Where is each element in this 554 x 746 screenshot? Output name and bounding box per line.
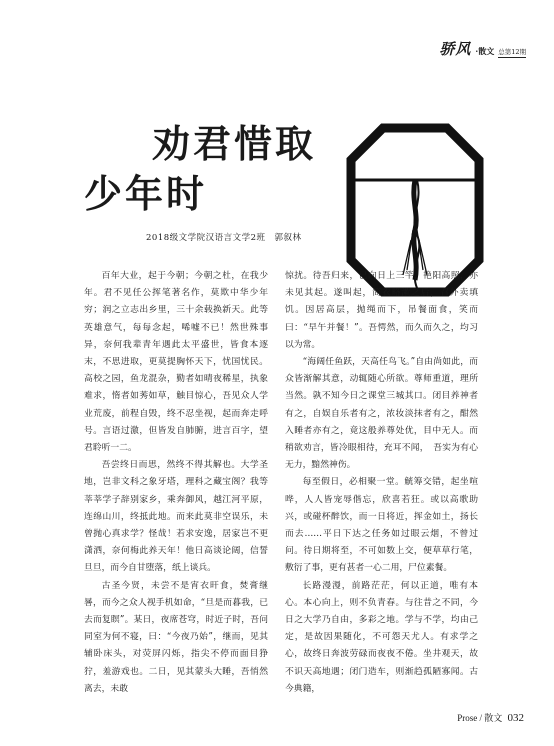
page-footer bbox=[457, 711, 524, 724]
section-label: ·散文 bbox=[475, 46, 495, 56]
paragraph: 吾尝终日而思，然终不得其解也。大学圣地，岂非文科之象牙塔，理科之藏宝阁？我等莘莘学子辞别家乡，乘奔御风，越江河平原，连绵山川，终抵此地。而来此莫非空误乐，未曾抛心真求学？怪哉！若求安逸，居家岂不更潇洒，奈何梅此养天年！他日高谈论阔，信誓旦旦，而今自甘堕落，纸上谈兵。 bbox=[84, 460, 268, 574]
body-column-right bbox=[285, 268, 478, 698]
page-header bbox=[439, 38, 526, 59]
article-title-line-2: 少年时 bbox=[84, 172, 208, 216]
footer-section-label: Prose / 散文 bbox=[457, 713, 503, 723]
paragraph: 古圣今贤，未尝不是宵衣旰食，焚膏继晷，而今之众人视手机如命，“旦是而暮我，已去而复瞑”。某日，夜席苍穹，时近子时，吾问同室为何不寝，曰：“今夜乃始”，继而，见其辅卧床头，对荧屏闪烁，指尖不停而面目狰狞，羞游戏也。二日，见其蒙头大睡，吾悄然离去，未敢 bbox=[84, 580, 268, 694]
body-column-left bbox=[84, 268, 268, 698]
magazine-brand: 骄风 bbox=[439, 40, 472, 58]
paragraph: 每至假日，必相聚一堂。觥筹交错，起坐喧哗，人人皆宠辱偕忘，欣喜若狂。或以高歌助兴，或碰杯醉饮，而一日将近，挥金如土，扬长而去……平日下达之任务如过眼云烟，不曾过问。待日期将至，不可如数上交，便草草行笔，敷衍了事，更有甚者一心二用，尸位素餐。 bbox=[285, 477, 478, 574]
article-title-line-1: 劝君惜取 bbox=[152, 122, 317, 166]
paragraph-continued: 惊扰。待吾归来，已向日上三竿，艳阳高照，亦未见其起。遂叫起，简衣略漱之后，召外卖填饥。因居高层，抛绳而下，吊餐面食，笑而曰：“早午并餐！”。吾愕然，而久而久之，均习以为常。 bbox=[285, 271, 478, 350]
paragraph: 长路漫漫，前路茫茫，何以正道，唯有本心。本心向上，则不负青春。与往昔之不同，今日之大学乃自由，多彩之地。学与不学，均由己定，是故因果随化，不可怨天尤人。有求学之心，故终日奔波劳碌而夜夜不倦。坐井观天，故不识天高地遇；闭门造车，则渐趋孤陋寡闻。古今典籍， bbox=[285, 580, 478, 694]
paragraph: “海阔任鱼跃，天高任鸟飞。”自由尚如此，而众皆渐解其意，动辄随心所欲。尊师重道，理所当然。孰不知今日之课堂三城其口。闭目养神者有之，自娱自乐者有之，浓妆淡抹者有之，酣然入睡者亦有之，竟这般养尊处优，目中无人。而稍欲劝言，皆冷眼相待，充耳不闻， 吾实为有心无力，黯然神伤。 bbox=[285, 357, 478, 471]
page-number: 032 bbox=[507, 712, 524, 724]
issue-number: 总第12期 bbox=[498, 48, 526, 56]
author-byline: 2018级文学院汉语言文学2班 郭叙林 bbox=[146, 233, 302, 243]
paragraph: 百年大业，起于今朝；今朝之杜，在我少年。君不见任公挥笔著名作，莫欺中华少年穷；润之立志出乡里，三十余载换新天。此等英雄意气，每每念起，唏嘘不已！然世殊事异，奈何我辈青年遇此太平盛世，皆食本逐末，不思进取，更莫提胸怀天下，忧国忧民。高校之园，鱼龙混杂，勤者如晴夜稀星，执象难求，惰者如莠如草，触目惊心，吾见众人学业荒废，前程自毁，终不忍坐视，起而奔走呼号。言语过激，但皆发自肺腑，进言百字，望君聆听一二。 bbox=[84, 271, 268, 454]
